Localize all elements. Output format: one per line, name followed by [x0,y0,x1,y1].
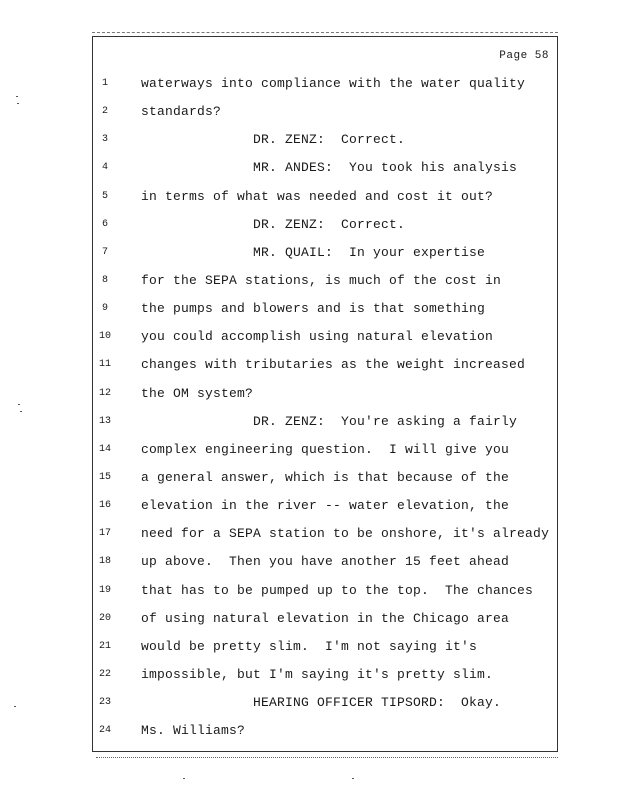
scan-speck [17,103,19,104]
line-text: DR. ZENZ: Correct. [253,216,406,232]
line-number: 18 [98,556,111,568]
transcript-line [93,98,557,126]
line-number: 24 [98,725,111,737]
line-text: DR. ZENZ: You're asking a fairly [253,413,518,429]
line-number: 10 [98,331,111,343]
transcript-line [93,70,557,98]
line-number: 8 [101,274,108,286]
transcript-line [93,464,557,492]
line-number: 14 [98,443,111,455]
scan-speck [20,411,22,412]
line-text: in terms of what was needed and cost it out? [141,188,494,204]
transcript-line [93,520,557,548]
line-number: 17 [98,528,111,540]
line-text: DR. ZENZ: Correct. [253,132,406,148]
transcript-line [93,436,557,464]
transcript-line [93,239,557,267]
line-text: a general answer, which is that because of the [141,469,510,485]
line-text: MR. ANDES: You took his analysis [253,160,518,176]
line-text: waterways into compliance with the water quality [141,76,526,91]
line-text: changes with tributaries as the weight increased [141,357,526,373]
line-number: 4 [101,162,108,174]
bottom-rule [96,757,558,758]
line-number: 3 [101,134,108,146]
line-number: 2 [101,106,108,118]
scan-speck [18,404,20,405]
line-text: MR. QUAIL: In your expertise [253,244,486,260]
transcript-line [93,661,557,689]
transcript-line [93,295,557,323]
line-number: 6 [101,218,108,230]
line-number: 5 [101,190,108,202]
scan-speck [183,778,185,779]
transcript-line [93,351,557,379]
line-text: HEARING OFFICER TIPSORD: Okay. [253,695,502,711]
line-text: complex engineering question. I will give you [141,441,510,457]
line-text: the OM system? [141,385,254,401]
transcript-lines [93,70,557,745]
transcript-line [93,633,557,661]
transcript-line [93,577,557,605]
transcript-line [93,689,557,717]
transcript-page [92,36,558,752]
transcript-line [93,211,557,239]
line-text: standards? [141,104,222,120]
line-text: you could accomplish using natural elevation [141,329,494,345]
transcript-line [93,323,557,351]
line-text: impossible, but I'm saying it's pretty slim. [141,666,494,682]
line-number: 21 [98,640,111,652]
transcript-line [93,492,557,520]
line-text: that has to be pumped up to the top. The chances [141,582,534,598]
transcript-line [93,408,557,436]
line-number: 15 [98,471,111,483]
scan-speck [14,706,16,707]
line-text: would be pretty slim. I'm not saying it's [141,638,478,654]
transcript-line [93,183,557,211]
line-number: 9 [101,303,108,315]
line-number: 20 [98,612,111,624]
line-number: 7 [101,246,108,258]
transcript-line [93,717,557,745]
transcript-line [93,380,557,408]
line-number: 12 [98,387,111,399]
line-number: 1 [101,78,108,89]
line-text: Ms. Williams? [141,723,246,739]
transcript-line [93,267,557,295]
line-text: elevation in the river -- water elevation, the [141,498,510,514]
line-text: need for a SEPA station to be onshore, it's already [141,526,550,542]
scan-speck [16,96,18,97]
line-number: 19 [98,584,111,596]
line-text: the pumps and blowers and is that something [141,301,486,317]
scan-speck [352,778,354,779]
line-text: for the SEPA stations, is much of the cost in [141,272,502,288]
transcript-line [93,154,557,182]
line-text: of using natural elevation in the Chicago area [141,610,510,626]
line-number: 11 [98,359,111,371]
line-number: 23 [98,697,111,709]
line-number: 13 [98,415,111,427]
transcript-line [93,548,557,576]
transcript-line [93,605,557,633]
transcript-line [93,126,557,154]
line-number: 22 [98,668,111,680]
line-text: up above. Then you have another 15 feet ahead [141,554,510,570]
page-number: Page 58 [499,50,549,62]
line-number: 16 [98,500,111,512]
